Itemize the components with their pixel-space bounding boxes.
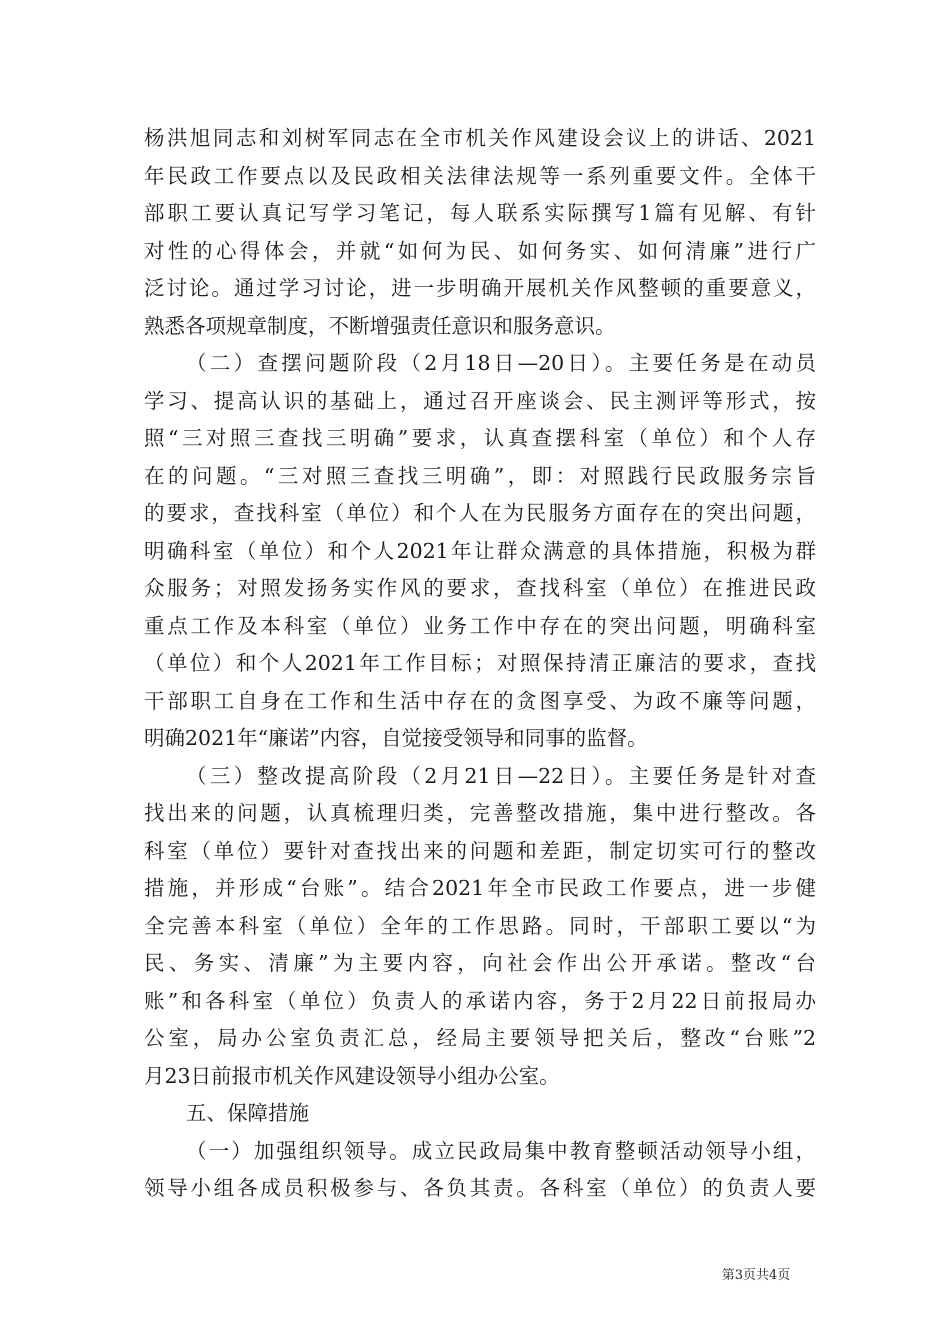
page-footer	[0, 1268, 950, 1284]
paragraph-line: 杨洪旭同志和刘树军同志在全市机关作风建设会议上的讲话、2021	[144, 126, 816, 150]
paragraph-line: （二）查摆问题阶段（2月18日—20日）。主要任务是在动员	[186, 351, 816, 375]
paragraph-line: 找出来的问题，认真梳理归类，完善整改措施，集中进行整改。各	[144, 801, 816, 825]
paragraph-line: 月23日前报市机关作风建设领导小组办公室。	[144, 1063, 560, 1088]
paragraph-line: 干部职工自身在工作和生活中存在的贪图享受、为政不廉等问题，	[144, 688, 816, 713]
paragraph-line: （一）加强组织领导。成立民政局集中教育整顿活动领导小组，	[186, 1138, 816, 1163]
paragraph-line: 对性的心得体会，并就“如何为民、如何务实、如何清廉”进行广	[144, 238, 816, 263]
document-body	[144, 120, 816, 1208]
section-heading: 五、保障措施	[186, 1101, 309, 1125]
paragraph-line: 全完善本科室（单位）全年的工作思路。同时，干部职工要以“为	[144, 913, 816, 938]
paragraph-line: 公室，局办公室负责汇总，经局主要领导把关后，整改“台账”2	[144, 1026, 816, 1050]
paragraph-line: 的要求，查找科室（单位）和个人在为民服务方面存在的突出问题，	[144, 501, 816, 525]
paragraph-line: 领导小组各成员积极参与、各负其责。各科室（单位）的负责人要	[144, 1176, 816, 1200]
paragraph-line: 在的问题。“三对照三查找三明确”，即：对照践行民政服务宗旨	[144, 463, 816, 488]
paragraph-line: 泛讨论。通过学习讨论，进一步明确开展机关作风整顿的重要意义，	[144, 276, 816, 300]
paragraph-line: （三）整改提高阶段（2月21日—22日）。主要任务是针对查	[186, 763, 816, 788]
page-number: 第3页共4页	[721, 1268, 791, 1283]
paragraph-line: （单位）和个人2021年工作目标；对照保持清正廉洁的要求，查找	[144, 651, 816, 675]
paragraph-line: 措施，并形成“台账”。结合2021年全市民政工作要点，进一步健	[144, 876, 816, 900]
paragraph-line: 账”和各科室（单位）负责人的承诺内容，务于2月22日前报局办	[144, 988, 816, 1013]
paragraph-line: 众服务；对照发扬务实作风的要求，查找科室（单位）在推进民政	[144, 576, 816, 600]
paragraph-line: 照“三对照三查找三明确”要求，认真查摆科室（单位）和个人存	[144, 426, 816, 450]
paragraph-line: 学习、提高认识的基础上，通过召开座谈会、民主测评等形式，按	[144, 388, 816, 413]
paragraph-line: 科室（单位）要针对查找出来的问题和差距，制定切实可行的整改	[144, 838, 816, 863]
paragraph-line: 部职工要认真记写学习笔记，每人联系实际撰写1篇有见解、有针	[144, 201, 816, 225]
paragraph-line: 民、务实、清廉”为主要内容，向社会作出公开承诺。整改“台	[144, 951, 816, 975]
paragraph-line: 明确2021年“廉诺”内容，自觉接受领导和同事的监督。	[144, 726, 648, 750]
paragraph-line: 熟悉各项规章制度，不断增强责任意识和服务意识。	[144, 313, 616, 338]
paragraph-line: 明确科室（单位）和个人2021年让群众满意的具体措施，积极为群	[144, 538, 816, 563]
paragraph-line: 年民政工作要点以及民政相关法律法规等一系列重要文件。全体干	[144, 163, 816, 188]
paragraph-line: 重点工作及本科室（单位）业务工作中存在的突出问题，明确科室	[144, 613, 816, 638]
